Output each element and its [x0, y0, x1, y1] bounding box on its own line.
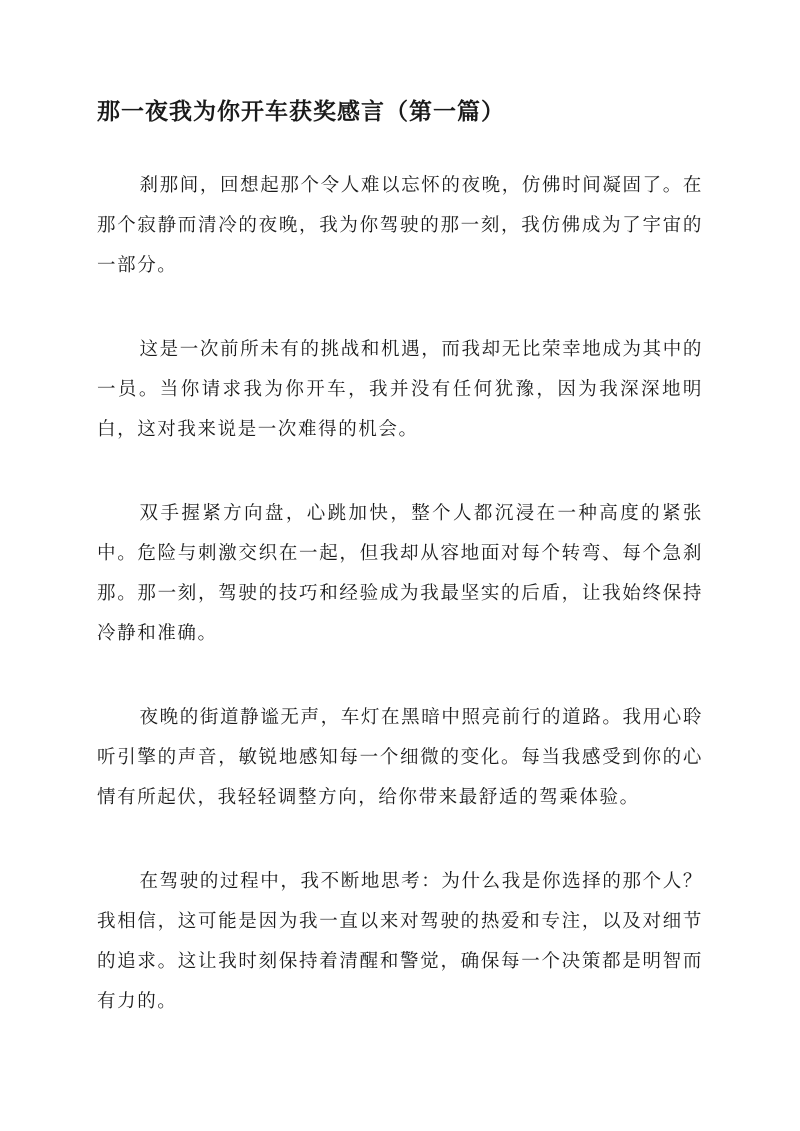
- paragraph: 在驾驶的过程中，我不断地思考：为什么我是你选择的那个人？我相信，这可能是因为我一直以来对驾驶的热爱和专注，以及对细节的追求。这让我时刻保持着清醒和警觉，确保每一个决策都是明智而有力的。: [97, 871, 703, 1012]
- paragraph: 双手握紧方向盘，心跳加快，整个人都沉浸在一种高度的紧张中。危险与刺激交织在一起，但我却从容地面对每个转弯、每个急刹那。那一刻，驾驶的技巧和经验成为我最坚实的后盾，让我始终保持冷静和准确。: [97, 503, 703, 644]
- paragraph: 夜晚的街道静谧无声，车灯在黑暗中照亮前行的道路。我用心聆听引擎的声音，敏锐地感知每一个细微的变化。每当我感受到你的心情有所起伏，我轻轻调整方向，给你带来最舒适的驾乘体验。: [97, 707, 703, 808]
- paragraph: 刹那间，回想起那个令人难以忘怀的夜晚，仿佛时间凝固了。在那个寂静而清冷的夜晚，我为你驾驶的那一刻，我仿佛成为了宇宙的一部分。: [97, 175, 703, 276]
- document-title: 那一夜我为你开车获奖感言（第一篇）: [97, 98, 505, 125]
- document-body: [97, 166, 703, 1066]
- paragraph: 这是一次前所未有的挑战和机遇，而我却无比荣幸地成为其中的一员。当你请求我为你开车，我并没有任何犹豫，因为我深深地明白，这对我来说是一次难得的机会。: [97, 339, 703, 440]
